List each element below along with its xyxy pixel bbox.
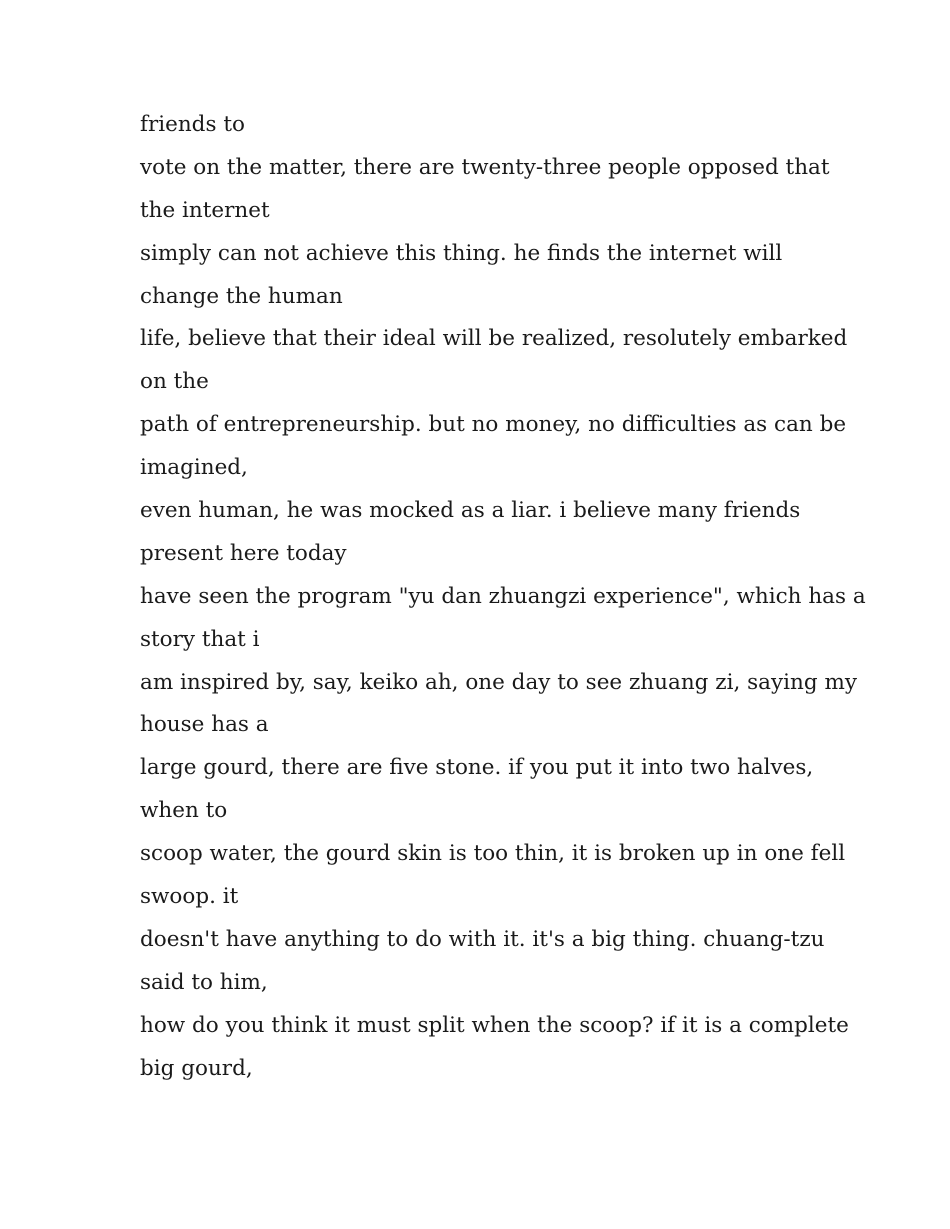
text-line: vote on the matter, there are twenty-three people opposed that — [140, 154, 830, 180]
text-line: house has a — [140, 712, 269, 738]
text-line: the internet — [140, 197, 270, 223]
text-line: story that i — [140, 626, 260, 652]
text-line: friends to — [140, 112, 245, 137]
text-line: imagined, — [140, 455, 248, 481]
text-line: have seen the program "yu dan zhuangzi experience", which has a — [140, 583, 866, 609]
text-line: when to — [140, 798, 228, 824]
text-line: life, believe that their ideal will be realized, resolutely embarked — [140, 326, 848, 352]
text-line: said to him, — [140, 969, 268, 995]
document-text-body — [140, 104, 866, 1090]
text-line: present here today — [140, 540, 347, 566]
text-line: doesn't have anything to do with it. it's a big thing. chuang-tzu — [140, 926, 825, 952]
text-line: large gourd, there are five stone. if you put it into two halves, — [140, 755, 814, 781]
text-line: swoop. it — [140, 884, 239, 910]
text-line: scoop water, the gourd skin is too thin, it is broken up in one fell — [140, 841, 846, 867]
text-line: big gourd, — [140, 1055, 253, 1081]
text-line: how do you think it must split when the scoop? if it is a complete — [140, 1012, 849, 1038]
text-line: on the — [140, 369, 209, 395]
text-line: am inspired by, say, keiko ah, one day to see zhuang zi, saying my — [140, 669, 857, 695]
text-line: even human, he was mocked as a liar. i believe many friends — [140, 498, 801, 524]
text-line: path of entrepreneurship. but no money, no difficulties as can be — [140, 412, 847, 438]
text-line: simply can not achieve this thing. he finds the internet will — [140, 240, 783, 266]
text-line: change the human — [140, 283, 343, 309]
